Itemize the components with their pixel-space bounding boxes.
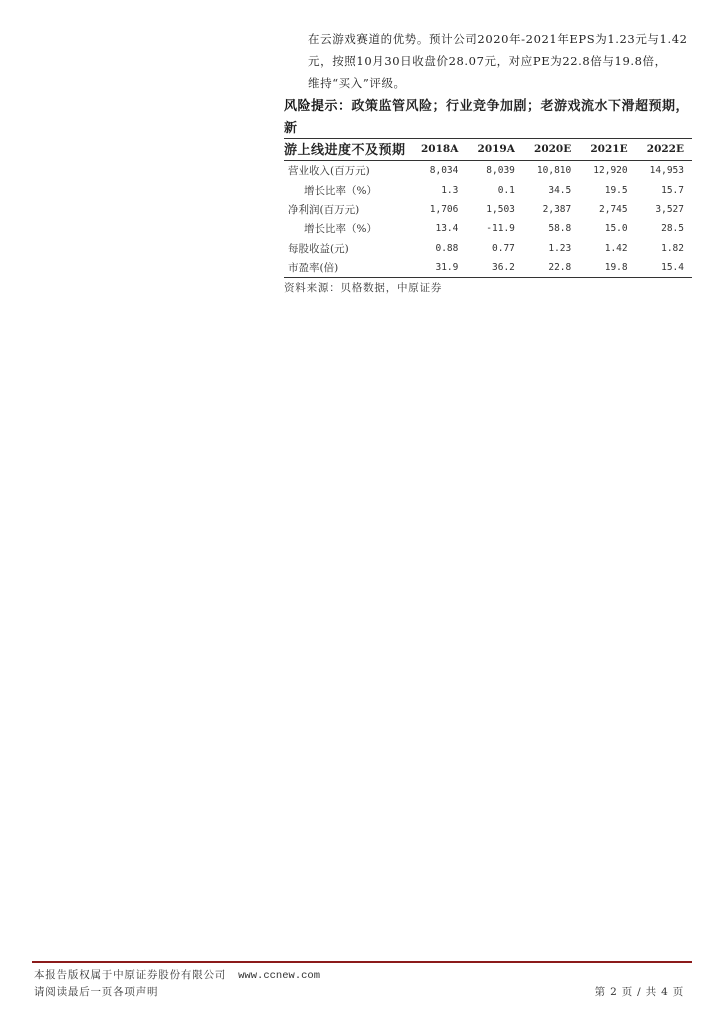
financial-forecast-table [284,138,692,278]
table-row [284,180,692,199]
table-cell: 58.8 [548,223,572,235]
data-source-note: 资料来源：贝格数据，中原证券 [284,282,443,294]
table-header-row [284,139,692,161]
table-row [284,200,692,219]
table-cell: 0.88 [435,242,459,254]
table-cell: 10,810 [536,165,572,177]
column-header: 2020E [523,139,579,161]
risk-text: 政策监管风险；行业竞争加剧；老游戏流水下滑超预期，新 [284,99,690,136]
paragraph-line: 维持“买入”评级。 [308,76,406,90]
table-cell: 2,387 [542,203,572,215]
table-cell: 31.9 [410,258,467,278]
table-row [284,219,692,238]
table-cell: -11.9 [486,223,515,235]
footer-divider [32,961,692,963]
table-cell: 0.1 [497,184,515,196]
table-cell: 36.2 [466,258,523,278]
row-label: 增长比率（%） [304,223,377,236]
table-cell: 15.7 [661,184,684,196]
table-cell: 28.5 [661,223,684,235]
page-number: 第 2 页 / 共 4 页 [594,986,684,998]
column-header: 2021E [579,139,635,161]
row-label: 营业收入(百万元) [288,165,370,178]
table-cell: 1.3 [441,184,459,196]
row-label: 净利润(百万元) [288,203,360,216]
table-cell: 15.0 [604,223,628,235]
table-cell: 0.77 [492,242,515,254]
table-row [284,239,692,258]
column-header [284,139,410,161]
table-cell: 8,034 [429,165,459,177]
table-row [284,258,692,278]
table-cell: 1,706 [429,203,459,215]
table-cell: 15.4 [636,258,692,278]
column-header: 2018A [410,139,467,161]
column-header: 2019A [466,139,523,161]
website-link[interactable]: www.ccnew.com [238,970,321,982]
table-cell: 3,527 [655,203,684,215]
table-cell: 19.8 [579,258,635,278]
table-cell: 12,920 [593,165,628,177]
column-header: 2022E [636,139,692,161]
table-cell: 1.42 [604,242,628,254]
table-cell: 1.23 [548,242,572,254]
table-cell: 14,953 [649,165,684,177]
paragraph-line: 在云游戏赛道的优势。预计公司2020年-2021年EPS为1.23元与1.42 [308,32,688,46]
table-cell: 34.5 [548,184,572,196]
paragraph-line: 元，按照10月30日收盘价28.07元，对应PE为22.8倍与19.8倍， [308,54,667,68]
table-cell: 8,039 [486,165,515,177]
table-cell: 1,503 [486,203,515,215]
table-cell: 2,745 [599,203,628,215]
row-label: 增长比率（%） [304,184,377,197]
row-label: 每股收益(元) [288,242,349,255]
risk-label: 风险提示： [284,99,352,114]
table-row [284,161,692,181]
table-cell: 19.5 [604,184,628,196]
table-cell: 1.82 [661,242,684,254]
risk-text: 游上线进度不及预期 [284,143,406,158]
table-cell: 13.4 [435,223,459,235]
table-cell: 22.8 [523,258,579,278]
row-label: 市盈率(倍) [284,258,410,278]
footer-copyright-line [34,967,320,982]
summary-paragraph [308,28,698,94]
copyright-text: 本报告版权属于中原证券股份有限公司 [34,969,227,981]
footer-disclaimer: 请阅读最后一页各项声明 [34,986,159,998]
